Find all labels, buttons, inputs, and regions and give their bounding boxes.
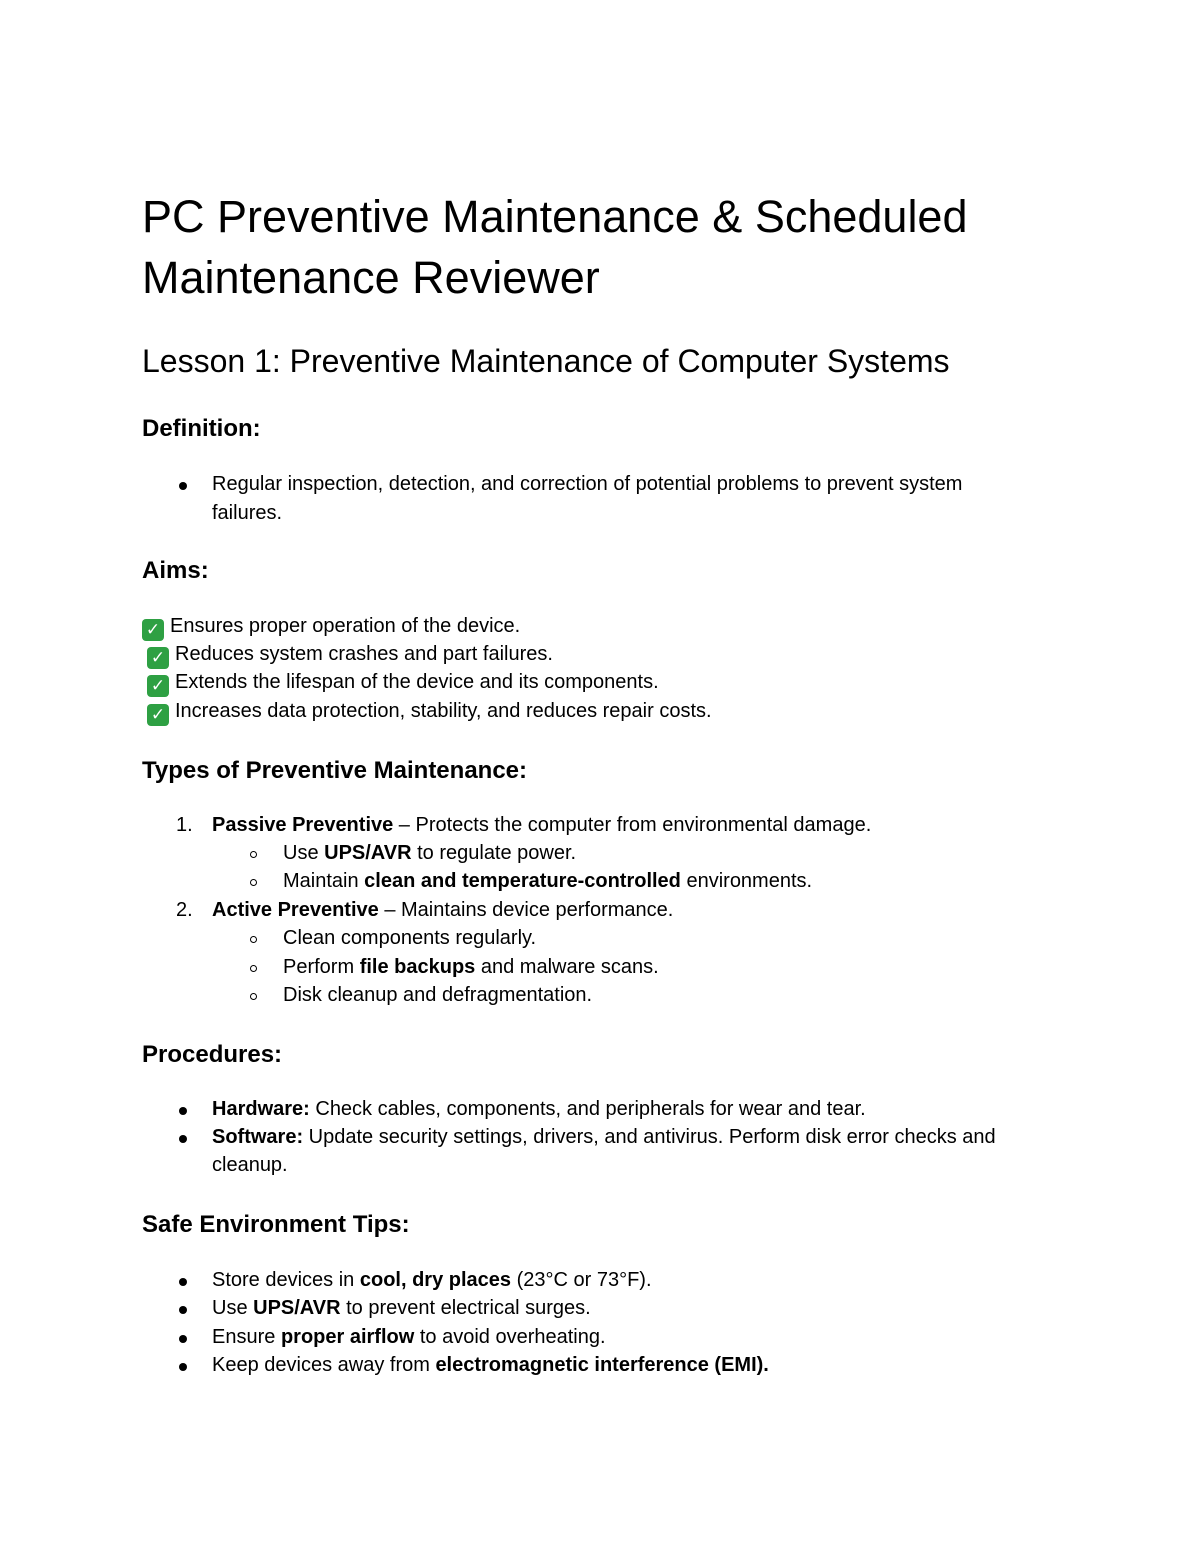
procedure-hardware: Hardware: Check cables, components, and peripherals for wear and tear. bbox=[212, 1098, 866, 1120]
active-sub-item: Clean components regularly. bbox=[283, 927, 537, 949]
check-mark-icon: ✓ bbox=[147, 675, 169, 697]
safe-tip: Ensure proper airflow to avoid overheating. bbox=[212, 1326, 606, 1348]
list-number: 1. bbox=[176, 814, 193, 836]
procedure-software: Software: Update security settings, drivers, and antivirus. Perform disk error checks and bbox=[212, 1126, 996, 1148]
bullet-dot bbox=[179, 1335, 187, 1343]
document-page bbox=[142, 0, 1082, 1553]
document-title: PC Preventive Maintenance & Scheduled Maintenance Reviewer bbox=[142, 191, 968, 303]
bullet-dot bbox=[179, 1306, 187, 1314]
sub-bullet-circle bbox=[250, 965, 257, 972]
lesson-title: Lesson 1: Preventive Maintenance of Computer Systems bbox=[142, 343, 950, 379]
safe-tip: Keep devices away from electromagnetic interference (EMI). bbox=[212, 1354, 769, 1376]
check-mark-icon: ✓ bbox=[142, 619, 164, 641]
passive-sub-item: Use UPS/AVR to regulate power. bbox=[283, 842, 577, 864]
safe-environment-heading: Safe Environment Tips: bbox=[142, 1211, 410, 1238]
active-sub-item: Disk cleanup and defragmentation. bbox=[283, 984, 593, 1006]
list-number: 2. bbox=[176, 899, 193, 921]
procedure-software-continued: cleanup. bbox=[212, 1154, 288, 1176]
sub-bullet-circle bbox=[250, 993, 257, 1000]
aims-heading: Aims: bbox=[142, 557, 209, 584]
definition-text-continued: failures. bbox=[212, 502, 283, 524]
check-mark-icon: ✓ bbox=[147, 704, 169, 726]
sub-bullet-circle bbox=[250, 936, 257, 943]
aim-item: ✓ Extends the lifespan of the device and its components. bbox=[147, 668, 659, 697]
aim-item: ✓ Increases data protection, stability, and reduces repair costs. bbox=[147, 697, 712, 726]
check-mark-icon: ✓ bbox=[147, 647, 169, 669]
passive-sub-item: Maintain clean and temperature-controlled environments. bbox=[283, 870, 813, 892]
definition-heading: Definition: bbox=[142, 415, 261, 442]
sub-bullet-circle bbox=[250, 851, 257, 858]
safe-tip: Use UPS/AVR to prevent electrical surges. bbox=[212, 1297, 591, 1319]
aim-item: ✓ Reduces system crashes and part failures. bbox=[147, 640, 553, 669]
procedures-heading: Procedures: bbox=[142, 1041, 283, 1068]
bullet-dot bbox=[179, 1278, 187, 1286]
active-sub-item: Perform file backups and malware scans. bbox=[283, 956, 659, 978]
passive-preventive-item: Passive Preventive – Protects the computer from environmental damage. bbox=[212, 814, 872, 836]
definition-text: Regular inspection, detection, and correction of potential problems to prevent system bbox=[212, 473, 963, 495]
bullet-dot bbox=[179, 1107, 187, 1115]
aim-item: ✓ Ensures proper operation of the device. bbox=[142, 612, 520, 641]
sub-bullet-circle bbox=[250, 879, 257, 886]
active-preventive-item: Active Preventive – Maintains device performance. bbox=[212, 899, 674, 921]
types-heading: Types of Preventive Maintenance: bbox=[142, 757, 528, 784]
bullet-dot bbox=[179, 1135, 187, 1143]
safe-tip: Store devices in cool, dry places (23°C or 73°F). bbox=[212, 1269, 652, 1291]
bullet-dot bbox=[179, 482, 187, 490]
bullet-dot bbox=[179, 1363, 187, 1371]
